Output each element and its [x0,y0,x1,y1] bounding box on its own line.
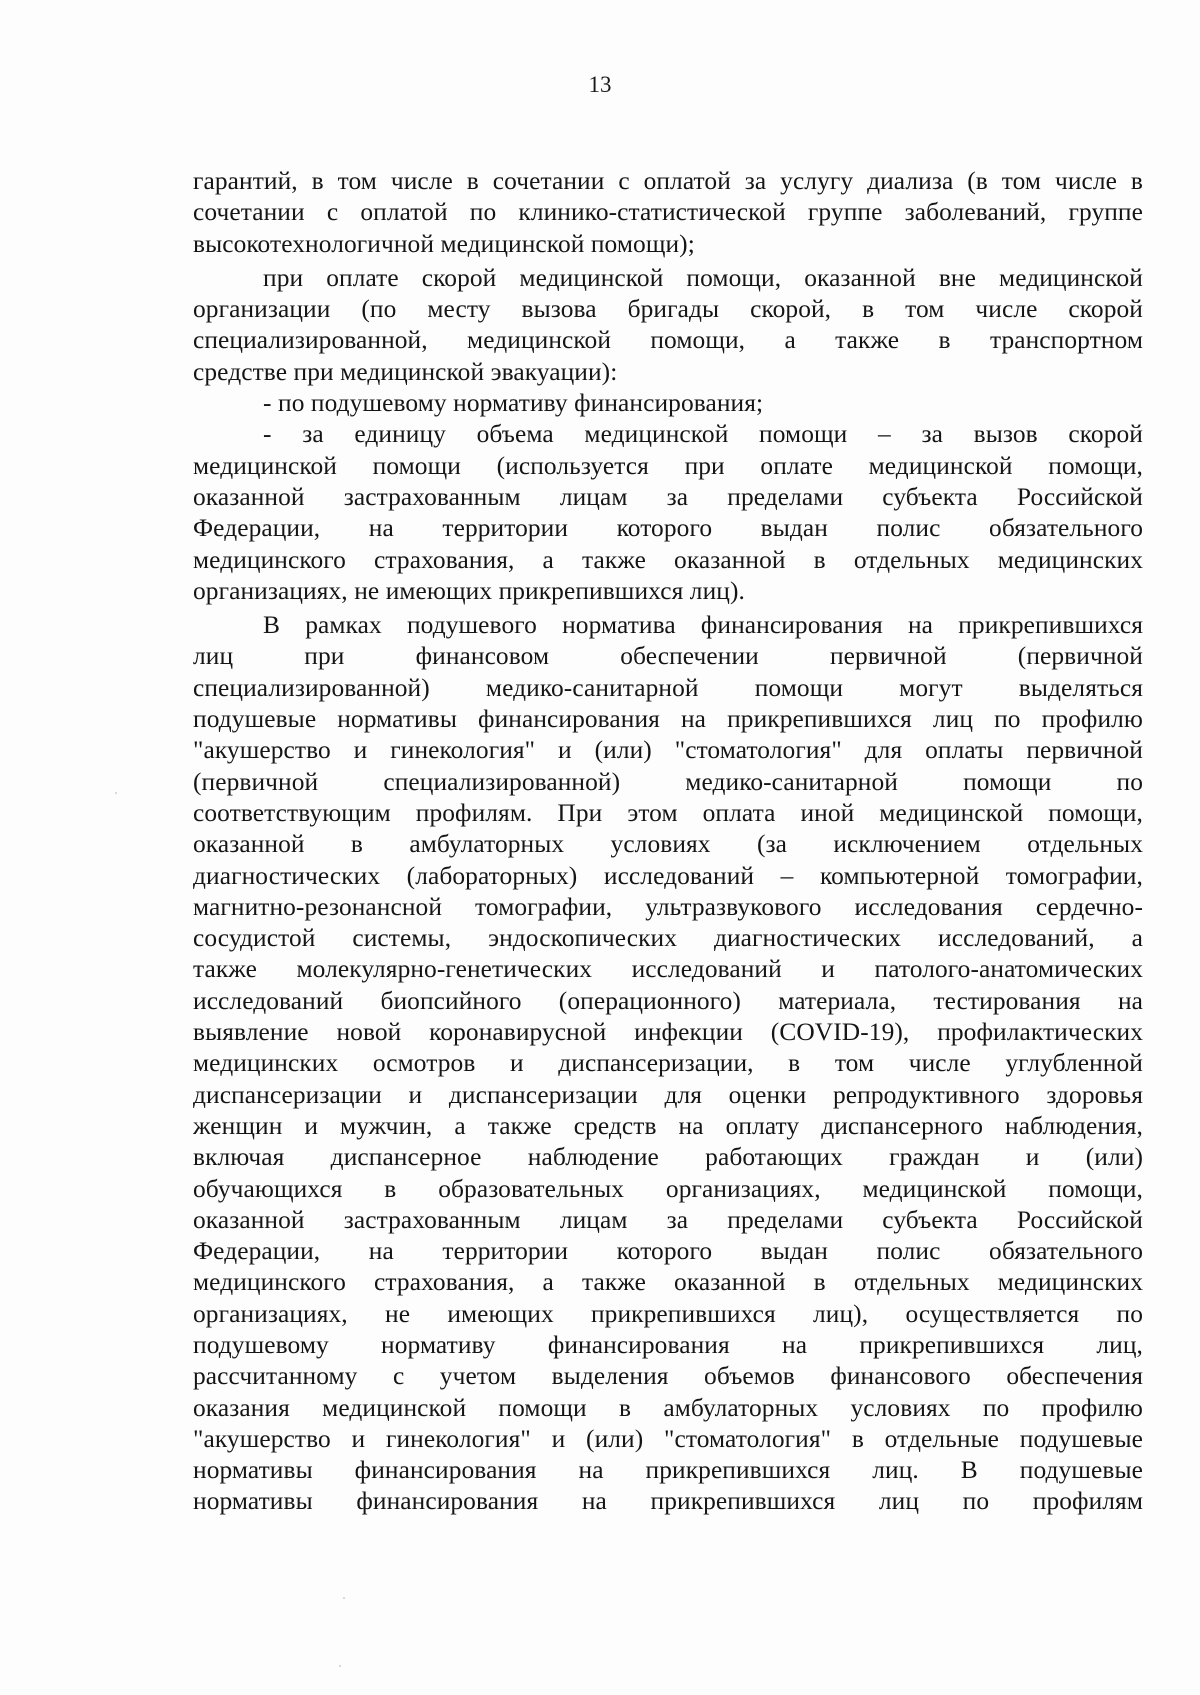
list-item: - по подушевому нормативу финансирования; [263,389,764,418]
text-line: подушевому нормативу финансирования на прикрепившихся лиц, [193,1330,1143,1359]
text-line: нормативы финансирования на прикрепившихся лиц. В подушевые [193,1456,1143,1485]
paragraph-first-line: В рамках подушевого норматива финансирования на прикрепившихся [263,611,1143,640]
text-line: специализированной) медико-санитарной помощи могут выделяться [193,673,1143,702]
text-line: специализированной, медицинской помощи, а также в транспортном [193,326,1143,355]
text-line: диагностических (лабораторных) исследований – компьютерной томографии, [193,861,1143,890]
page-number: 13 [588,72,612,97]
text-line: подушевые нормативы финансирования на прикрепившихся лиц по профилю [193,705,1143,734]
text-line: обучающихся в образовательных организациях, медицинской помощи, [193,1174,1143,1203]
text-line: нормативы финансирования на прикрепившихся лиц по профилям [193,1487,1143,1516]
text-line: высокотехнологичной медицинской помощи); [193,229,695,258]
text-line: лиц при финансовом обеспечении первичной (первичной [193,642,1143,671]
text-line: включая диспансерное наблюдение работающих граждан и (или) [193,1143,1143,1172]
text-line: оказания медицинской помощи в амбулаторных условиях по профилю [193,1393,1143,1422]
scan-speck [343,1597,345,1599]
paragraph-first-line: при оплате скорой медицинской помощи, оказанной вне медицинской [263,263,1143,292]
text-line: выявление новой коронавирусной инфекции (COVID-19), профилактических [193,1018,1143,1047]
text-line: организациях, не имеющих прикрепившихся лиц). [193,576,745,605]
scan-speck [115,792,117,794]
text-line: магнитно-резонансной томографии, ультразвукового исследования сердечно- [193,892,1143,921]
text-line: сочетании с оплатой по клинико-статистической группе заболеваний, группе [193,198,1143,227]
text-line: рассчитанному с учетом выделения объемов финансового обеспечения [193,1362,1143,1391]
text-line: медицинского страхования, а также оказанной в отдельных медицинских [193,545,1143,574]
text-line: организации (по месту вызова бригады скорой, в том числе скорой [193,295,1143,324]
text-line: сосудистой системы, эндоскопических диагностических исследований, а [193,924,1143,953]
text-line: женщин и мужчин, а также средств на оплату диспансерного наблюдения, [193,1111,1143,1140]
list-item: - за единицу объема медицинской помощи – за вызов скорой [263,420,1143,449]
text-line: также молекулярно-генетических исследований и патолого-анатомических [193,955,1143,984]
text-line: исследований биопсийного (операционного) материала, тестирования на [193,986,1143,1015]
text-line: организациях, не имеющих прикрепившихся лиц), осуществляется по [193,1299,1143,1328]
text-line: "акушерство и гинекология" и (или) "стоматология" в отдельные подушевые [193,1424,1143,1453]
text-line: (первичной специализированной) медико-санитарной помощи по [193,767,1143,796]
text-line: соответствующим профилям. При этом оплата иной медицинской помощи, [193,798,1143,827]
text-line: медицинских осмотров и диспансеризации, в том числе углубленной [193,1049,1143,1078]
text-line: Федерации, на территории которого выдан полис обязательного [193,514,1143,543]
text-line: оказанной застрахованным лицам за пределами субъекта Российской [193,1205,1143,1234]
text-line: средстве при медицинской эвакуации): [193,357,618,386]
text-line: оказанной в амбулаторных условиях (за исключением отдельных [193,830,1143,859]
text-line: Федерации, на территории которого выдан полис обязательного [193,1237,1143,1266]
text-line: медицинского страхования, а также оказанной в отдельных медицинских [193,1268,1143,1297]
text-line: оказанной застрахованным лицам за пределами субъекта Российской [193,482,1143,511]
text-line: "акушерство и гинекология" и (или) "стоматология" для оплаты первичной [193,736,1143,765]
body-text [193,166,1143,1518]
text-line: гарантий, в том числе в сочетании с оплатой за услугу диализа (в том числе в [193,167,1143,195]
scan-speck [339,1665,341,1667]
text-line: медицинской помощи (используется при оплате медицинской помощи, [193,451,1143,480]
text-line: диспансеризации и диспансеризации для оценки репродуктивного здоровья [193,1080,1143,1109]
